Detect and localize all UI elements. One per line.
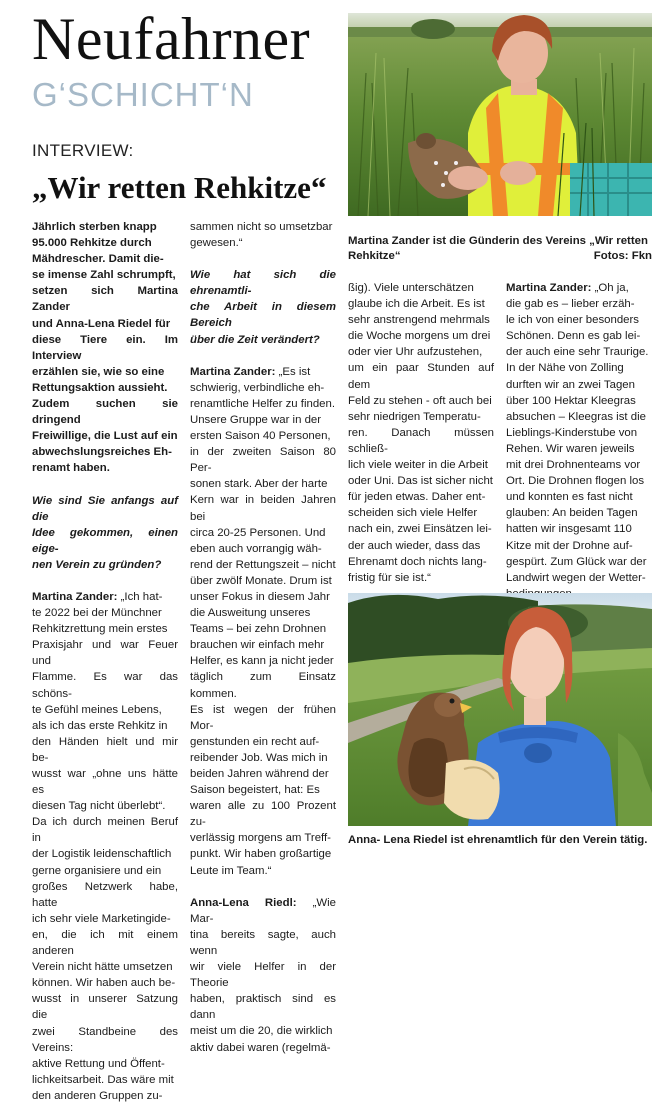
- continued-text: ßig). Viele unterschätzen glaube ich die Arbeit. Es ist sehr anstrengend mehrmals die Woche morgens um drei oder vier Uhr aufzustehen, um ein paar Stunden auf dem Feld zu stehen - oft auch bei sehr niedrigen Temperatu- ren. Danach müssen schließ- lich viele weiter in die Arbeit oder Uni. Das ist sicher nicht für jeden etwas. Daher ent- scheiden sich viele Helfer nach ein, zwei Einsätzen lei- der auch wieder, dass das Ehrenamt doch nichts lang- fristig für sie ist.“: [348, 282, 494, 584]
- answer-text: „Es ist schwierig, verbindliche eh- renamtliche Helfer zu finden. Unsere Gruppe war in der ersten Saison 40 Personen, in der zweiten Saison 80 Per- sonen stark. Aber der harte Kern war in beiden Jahren bei circa 20-25 Personen. Und eben auch vorrangig wäh- rend der Rettungszeit – nicht über zwölf Monate. Drum ist unser Fokus in diesem Jahr die Ausweitung unseres Teams – bei zehn Drohnen brauchen wir einfach mehr Helfer, es kann ja nicht jeder täglich zum Einsatz kommen. Es ist wegen der frühen Mor- genstunden ein recht auf- reibender Job. Was mich in beiden Jahren während der Saison begeistert, hat: Es waren alle zu 100 Prozent zu- verlässig morgens am Treff- punkt. Wir haben großartige Leute im Team.“: [190, 365, 336, 877]
- interview-question: Wie sind Sie anfangs auf die Idee gekommen, einen eige- nen Verein zu gründen?: [32, 494, 178, 571]
- speaker-name: Martina Zander:: [190, 365, 276, 378]
- article-headline: „Wir retten Rehkitze“: [32, 170, 327, 205]
- interview-answer: [190, 364, 336, 879]
- interview-answer: [32, 589, 178, 1104]
- answer-text: „Wie Mar- tina bereits sagte, auch wenn wir viele Helfer in der Theorie haben, praktisch sind es dann meist um die 20, die wirklich aktiv dabei waren (regelmä-: [190, 896, 336, 1054]
- speaker-name: Martina Zander:: [32, 590, 118, 603]
- bird-of-prey-image: [348, 593, 652, 826]
- answer-text: „Oh ja, die gab es – lieber erzäh- le ich von einer besonders Schönen. Denn es gab lei- der auch eine sehr Traurige. In der Nähe von Zolling durften wir an zwei Tagen über 100 Hektar Kleegras absuchen – Kleegras ist die Lieblings-Kinderstube von Rehen. Wir waren jeweils mit drei Drohnenteams vor Ort. Die Drohnen flogen los und konnten es fast nicht glauben: An beiden Tagen hatten wir insgesamt 110 Kitze mit der Drohne auf- gespürt. Zum Glück war der Landwirt wegen der Wetter-: [506, 282, 649, 584]
- article-lead: Jährlich sterben knapp 95.000 Rehkitze durch Mähdrescher. Damit die- se imense Zahl schrumpft, setzen sich Martina Zander und Anna-Lena Riedel für diese Tiere ein. Im Interview erzählen sie, wie so eine Rettungsaktion aussieht. Zudem suchen sie dringend Freiwillige, die Lust auf ein abwechslungsreiches Eh- renamt haben.: [32, 221, 178, 475]
- interview-answer: [506, 280, 652, 602]
- photo-caption-top: [348, 234, 652, 264]
- interview-answer: [190, 895, 336, 1056]
- masthead-title: Neufahrner: [32, 6, 311, 72]
- article-column-2: [190, 219, 336, 1056]
- photo-credit: Fotos: Fkn: [593, 250, 652, 262]
- speaker-name: Martina Zander:: [506, 282, 592, 294]
- caption-text: Martina Zander ist die Günderin des Vereins „Wir retten: [348, 235, 648, 247]
- answer-text: „Ich hat- te 2022 bei der Münchner Rehkitzrettung mein erstes Praxisjahr und war Feuer und Flamme. Es war das schöns- te Gefühl meines Lebens, als ich das erste Rehkitz in den Händen hielt und mir be- wusst war „ohne uns hätte es diesen Tag nicht überlebt“. Da ich durch meinen Beruf in der Logistik leidenschaftlich gerne organisiere und ein großes Netzwerk habe, hatte ich sehr viele Marketingide- en, die ich mit einem anderen Verein nicht hätte umsetzen können. Wir haben auch be- wusst in unserer Satzung die zwei Standbeine des Vereins: aktive Rettung und Öffent- lichkeitsarbeit. Das wäre mit den anderen Gruppen zu-: [32, 590, 178, 1102]
- fawn-rescue-image: [348, 13, 652, 216]
- article-column-1: [32, 219, 178, 1104]
- continued-text: sammen nicht so umsetzbar gewesen.“: [190, 221, 333, 250]
- masthead-subtitle: G‘SCHICHT‘N: [32, 76, 254, 113]
- masthead: [32, 8, 342, 114]
- photo-fawn-rescue: [348, 13, 652, 216]
- caption-text: Rehkitze“: [348, 250, 401, 262]
- speaker-name: Anna-Lena Riedl:: [190, 896, 297, 909]
- article-column-4: [506, 280, 652, 602]
- interview-question: Wie hat sich die ehrenamtli- che Arbeit in diesem Bereich über die Zeit verändert?: [190, 269, 336, 346]
- photo-bird-of-prey: [348, 593, 652, 826]
- photo-caption-bottom: Anna- Lena Riedel ist ehrenamtlich für den Verein tätig.: [348, 834, 648, 846]
- section-label: INTERVIEW:: [32, 141, 134, 160]
